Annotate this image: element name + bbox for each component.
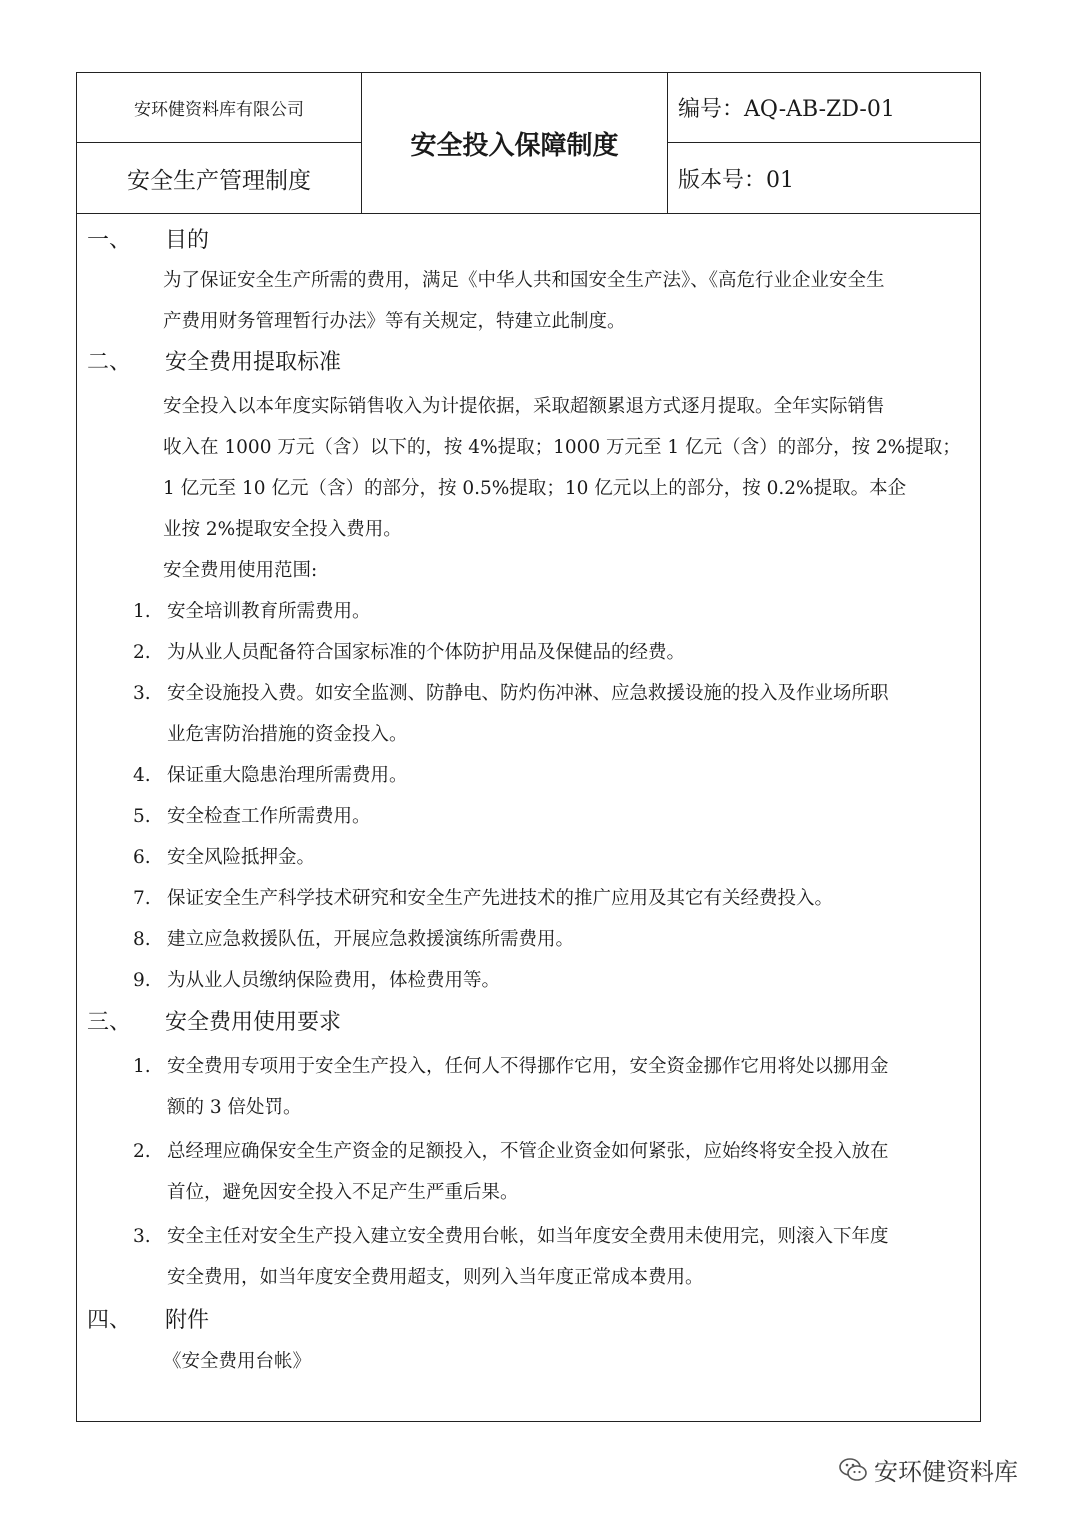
section-heading: 一、 目的 (87, 228, 210, 253)
standard-line: 1 亿元至 10 亿元（含）的部分，按 0.5%提取；10 亿元以上的部分，按 0.2%提取。本企 (163, 478, 907, 499)
company-name: 安环健资料库有限公司 (77, 73, 362, 143)
document-title: 安全投入保障制度 (362, 73, 668, 213)
watermark (838, 1452, 1018, 1487)
section-heading: 四、 附件 (87, 1308, 210, 1333)
section-heading: 二、 安全费用提取标准 (87, 350, 342, 375)
wechat-icon (838, 1457, 868, 1483)
standard-line: 安全投入以本年度实际销售收入为计提依据，采取超额累退方式逐月提取。全年实际销售 (163, 396, 885, 417)
purpose-line: 产费用财务管理暂行办法》等有关规定，特建立此制度。 (163, 311, 626, 332)
purpose-line: 为了保证安全生产所需的费用，满足《中华人共和国安全生产法》、《高危行业企业安全生 (163, 270, 885, 291)
scope-label: 安全费用使用范围: (163, 560, 318, 581)
attachment-name: 《安全费用台帐》 (163, 1351, 312, 1372)
standard-line: 业按 2%提取安全投入费用。 (163, 519, 402, 540)
document-code: 编号：AQ-AB-ZD-01 (668, 73, 980, 143)
document-sheet: 安环健资料库有限公司 安全生产管理制度 安全投入保障制度 编号：AQ-AB-ZD-01 版本号：01 一、 目的 为了保证安全生产所需的费用，满足《中华人共和国安全生产法》、《高危行业企业安全生 产费用财务管理暂行办法》等有关规定，特建立此制度。 二、 安全费用提取标准 安全投入以本年度实际销售收入为计提依据，采取超额累退方式逐月提取。全年实际销售 收入在 1000 万元（含）以下的，按 4%提取；1000 万元至 1 亿元（含）的部分，按 2%提取； 1 亿元至 10 亿元（含）的部分，按 0.5%提取；10 亿元以上的部分，按 0.2%提取。本企 业按 2%提取安全投入费用。 安全费用使用范围: 1. 安全培训教育所需费用。 2. 为从业人员配备符合国家标准的个体防护用品及保健品的经费。 3. 安全设施投入费。如安全监测、防静电、防灼伤冲淋、应急救援设施的投入及作业场所职 业危害防治措施的资金投入。 4. 保证重大隐患治理所需费用。 5. 安全检查工作所需费用。 6. 安全风险抵押金。 7. 保证安全生产科学技术研究和安全生产先进技术的推广应用及其它有关经费投入。 8. 建立应急救援队伍，开展应急救援演练所需费用。 9. 为从业人员缴纳保险费用，体检费用等。 三、 安全费用使用要求 1. 安全费用专项用于安全生产投入，任何人不得挪作它用，安全资金挪作它用将处以挪用金 额的 3 倍处罚。 2. 总经理应确保安全生产资金的足额投入，不管企业资金如何紧张，应始终将安全投入放在 首位，避免因安全投入不足产生严重后果。 3. 安全主任对安全生产投入建立安全费用台帐，如当年度安全费用未使用完，则滚入下年度 安全费用，如当年度安全费用超支，则列入当年度正常成本费用。 四、 附件 《安全费用台帐》 (76, 72, 981, 1422)
document-version: 版本号：01 (678, 167, 794, 193)
category-name: 安全生产管理制度 (77, 143, 362, 213)
header-table (77, 73, 980, 214)
section-heading: 三、 安全费用使用要求 (87, 1010, 342, 1035)
watermark-text: 安环健资料库 (874, 1458, 1018, 1486)
standard-line: 收入在 1000 万元（含）以下的，按 4%提取；1000 万元至 1 亿元（含）的部分，按 2%提取； (163, 437, 961, 458)
